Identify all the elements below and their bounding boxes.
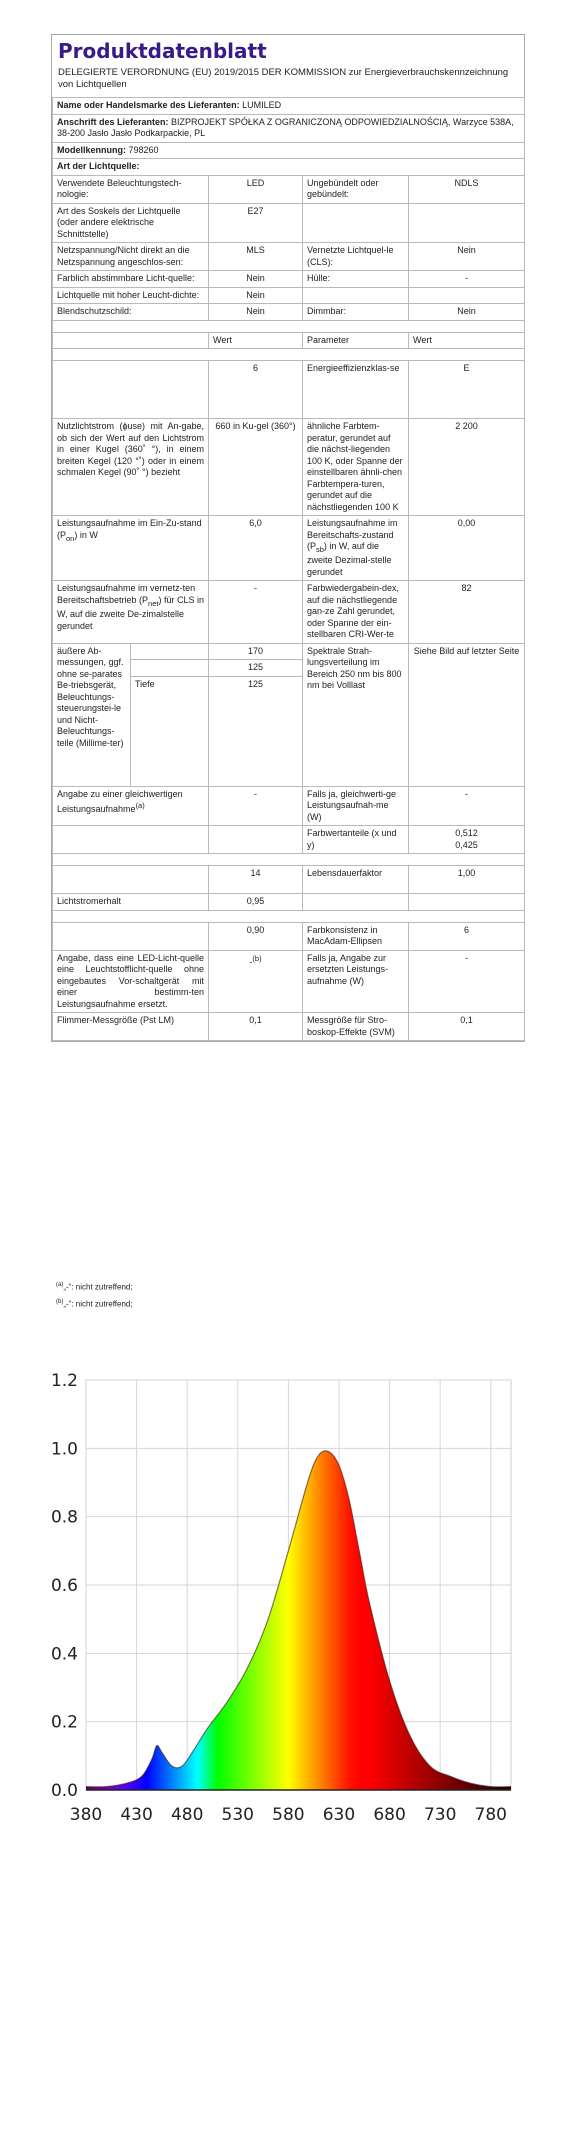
supplier-name-row: [53, 98, 525, 115]
on-mode-power-value: 6,0: [209, 516, 303, 581]
spectral-distribution-value: Siehe Bild auf letzter Seite: [409, 643, 525, 786]
tunable-row: [53, 271, 525, 288]
datasheet-table: [52, 97, 525, 1041]
supplier-address-label: Anschrift des Lieferanten:: [57, 116, 169, 127]
model-row: [53, 142, 525, 159]
product-datasheet: [51, 34, 525, 1042]
colour-consistency-left-value: 0,90: [209, 922, 303, 950]
cap-value: E27: [209, 203, 303, 243]
lifetime-left-value: 14: [209, 866, 303, 894]
y-tick-label: 0.2: [50, 1712, 78, 1733]
value-header: Wert: [209, 332, 303, 349]
dimmable-value: Nein: [409, 304, 525, 321]
glare-value: Nein: [209, 304, 303, 321]
cls-label: Vernetzte Lichtquel-le (CLS):: [303, 243, 409, 271]
equivalent-power-w-value: -: [409, 786, 525, 826]
cri-label: Farbwiedergabein-dex, auf die nächstliegende gan-ze Zahl gerundet, oder Spanne der ein-stellbaren CRI-Wer-te: [303, 581, 409, 644]
spacer-row: [53, 910, 525, 922]
flicker-value: 0,1: [209, 1013, 303, 1041]
networked-standby-label: Leistungsaufnahme im vernetz-ten Bereitschaftsbetrieb $(P_{net})$ für CLS in W, auf die zweite De-zimalstelle gerundet: [53, 581, 209, 644]
x-tick-label: 680: [373, 1805, 406, 1825]
x-tick-label: 480: [170, 1805, 204, 1825]
equivalent-power-value: -: [209, 786, 303, 826]
spacer-row: [53, 320, 525, 332]
directional-label: Ungebündelt oder gebündelt:: [303, 175, 409, 203]
led-replacement-row: [53, 950, 525, 1013]
dimmable-label: Dimmbar:: [303, 304, 409, 321]
luminous-flux-row: [53, 419, 525, 516]
lumen-maintenance-row: [53, 894, 525, 911]
dimension-width-value: 125: [209, 660, 303, 677]
supplier-address-value: BIZPROJEKT SPÓŁKA Z OGRANICZONĄ ODPOWIEDZIALNOŚCIĄ, Warzyce 538A, 38-200 Jasło Jasło Podkarpackie, PL: [57, 116, 514, 138]
footnote-a: $^{(a)}$„-“: nicht zutreffend;: [56, 1282, 133, 1292]
cap-row: [53, 203, 525, 243]
glare-row: [53, 304, 525, 321]
light-source-type-row: [53, 159, 525, 176]
envelope-value: -: [409, 271, 525, 288]
directional-value: NDLS: [409, 175, 525, 203]
flicker-row: [53, 1013, 525, 1041]
led-replacement-label: Angabe, dass eine LED-Licht-quelle eine Leuchtstofflicht-quelle ohne eingebautes Vor-schaltgerät mit einer bestimm-ten Leistungsaufnahme ersetzt.: [53, 950, 209, 1013]
lumen-maintenance-label: Lichtstromerhalt: [53, 894, 209, 911]
model-label: Modellkennung:: [57, 144, 126, 155]
envelope-label: Hülle:: [303, 271, 409, 288]
networked-standby-row: [53, 581, 525, 644]
dimension-height-value: 170: [209, 643, 303, 660]
mains-row: [53, 243, 525, 271]
networked-standby-value: -: [209, 581, 303, 644]
equivalent-power-label: Angabe zu einer gleichwertigen Leistungsaufnahme$^{(a)}$: [53, 786, 209, 826]
chromaticity-y: 0,425: [455, 839, 478, 850]
cap-label: Art des Soskels der Lichtquelle (oder andere elektrische Schnittstelle): [53, 203, 209, 243]
value-header-2: Wert: [409, 332, 525, 349]
high-luminance-value: Nein: [209, 287, 303, 304]
cct-value: 2 200: [409, 419, 525, 516]
dimension-height-row: [53, 643, 525, 660]
energy-class-row: [53, 361, 525, 419]
supplier-name-value: LUMILED: [242, 100, 282, 110]
technology-label: Verwendete Beleuchtungstech-nologie:: [53, 175, 209, 203]
supplier-address-row: [53, 114, 525, 142]
energy-class-left-value: 6: [209, 361, 303, 419]
luminous-flux-value: 660 in Ku-gel (360°): [209, 419, 303, 516]
high-luminance-label: Lichtquelle mit hoher Leucht-dichte:: [53, 287, 209, 304]
energy-class-value: E: [409, 361, 525, 419]
luminous-flux-label: Nutzlichtstrom (ɸuse) mit An-gabe, ob sich der Wert auf den Lichtstrom in einer Kugel (360˚ °), in einem breiten Kegel (120 °˚) oder in einem schmalen Kegel (90˚ °) bezieht: [53, 419, 209, 516]
equivalent-power-row: [53, 786, 525, 826]
cls-value: Nein: [409, 243, 525, 271]
supplier-name-label: Name oder Handelsmarke des Lieferanten:: [57, 100, 240, 110]
spectral-distribution-label: Spektrale Strah-lungsverteilung im Bereich 250 nm bis 800 nm bei Volllast: [303, 643, 409, 786]
dimensions-label: äußere Ab-messungen, ggf. ohne se-parates Be-triebsgerät, Beleuchtungs-steuerungstei-le und Nicht-Beleuchtungs-teile (Millime-ter): [53, 643, 131, 786]
on-mode-power-row: [53, 516, 525, 581]
on-mode-power-label: Leistungsaufnahme im Ein-Zu-stand $(P_{on})$ in W: [53, 516, 209, 581]
model-value: 798260: [128, 144, 159, 155]
y-tick-label: 0.0: [50, 1781, 78, 1801]
footnotes: [56, 1278, 133, 1311]
spectrum-svg: [46, 1360, 526, 1900]
colour-consistency-row: [53, 922, 525, 950]
lumen-maintenance-value: 0,95: [209, 894, 303, 911]
chromaticity-x: 0,512: [455, 828, 478, 839]
x-tick-label: 730: [423, 1805, 457, 1825]
standby-power-value: 0,00: [409, 516, 525, 581]
dimension-depth-label: Tiefe: [131, 676, 209, 786]
footnote-b: $^{(b)}$„-“: nicht zutreffend;: [56, 1298, 133, 1309]
survival-factor-label: Lebensdauerfaktor: [303, 866, 409, 894]
glare-label: Blendschutzschild:: [53, 304, 209, 321]
technology-row: [53, 175, 525, 203]
parameter-header: Parameter: [303, 332, 409, 349]
dimension-depth-value: 125: [209, 676, 303, 786]
tunable-value: Nein: [209, 271, 303, 288]
x-tick-label: 580: [272, 1805, 305, 1825]
param-header-row: [53, 332, 525, 349]
survival-factor-value: 1,00: [409, 866, 525, 894]
colour-consistency-value: 6: [409, 922, 525, 950]
spectral-distribution-chart: [46, 1360, 526, 1905]
y-tick-label: 1.2: [50, 1371, 78, 1391]
chromaticity-value: [409, 826, 525, 854]
y-tick-label: 1.0: [50, 1439, 78, 1460]
chromaticity-row: [53, 826, 525, 854]
x-tick-label: 780: [474, 1805, 507, 1825]
lifetime-row: [53, 866, 525, 894]
technology-value: LED: [209, 175, 303, 203]
equivalent-power-w-label: Falls ja, gleichwerti-ge Leistungsaufnah-me (W): [303, 786, 409, 826]
high-luminance-row: [53, 287, 525, 304]
x-tick-label: 630: [322, 1805, 356, 1825]
x-tick-label: 530: [221, 1805, 255, 1825]
y-tick-label: 0.6: [50, 1576, 78, 1596]
standby-power-label: Leistungsaufnahme im Bereitschafts-zustand $(P_{sb})$ in W, auf die zweite Dezimal-stelle gerundet: [303, 516, 409, 581]
stroboscopic-label: Messgröße für Stro-boskop-Effekte (SVM): [303, 1013, 409, 1041]
cri-value: 82: [409, 581, 525, 644]
stroboscopic-value: 0,1: [409, 1013, 525, 1041]
flicker-label: Flimmer-Messgröße (Pst LM): [53, 1013, 209, 1041]
y-tick-label: 0.4: [50, 1644, 78, 1665]
tunable-label: Farblich abstimmbare Licht-quelle:: [53, 271, 209, 288]
energy-class-label: Energieeffizienzklas-se: [303, 361, 409, 419]
colour-consistency-label: Farbkonsistenz in MacAdam-Ellipsen: [303, 922, 409, 950]
led-replacement-value: -$^{(b)}$: [209, 950, 303, 1013]
replaced-power-value: -: [409, 950, 525, 1013]
replaced-power-label: Falls ja, Angabe zur ersetzten Leistungs-aufnahme (W): [303, 950, 409, 1013]
light-source-type-label: Art der Lichtquelle:: [53, 159, 525, 176]
mains-value: MLS: [209, 243, 303, 271]
regulation-subtitle: DELEGIERTE VERORDNUNG (EU) 2019/2015 DER KOMMISSION zur Energieverbrauchskennzeichnung von Lichtquellen: [58, 67, 509, 90]
cct-label: ähnliche Farbtem-peratur, gerundet auf die nächst-liegenden 100 K, oder Spanne der einstellbaren ähnli-chen Farbtempera-turen, gerundet auf die nächstliegenden 100 K: [303, 419, 409, 516]
spacer-row: [53, 349, 525, 361]
page-title: Produktdatenblatt: [58, 39, 267, 63]
spacer-row: [53, 854, 525, 866]
x-tick-label: 430: [120, 1805, 153, 1825]
x-tick-label: 380: [69, 1805, 103, 1825]
mains-label: Netzspannung/Nicht direkt an die Netzspannung angeschlos-sen:: [53, 243, 209, 271]
chromaticity-label: Farbwertanteile (x und y): [303, 826, 409, 854]
y-tick-label: 0.8: [50, 1507, 78, 1528]
